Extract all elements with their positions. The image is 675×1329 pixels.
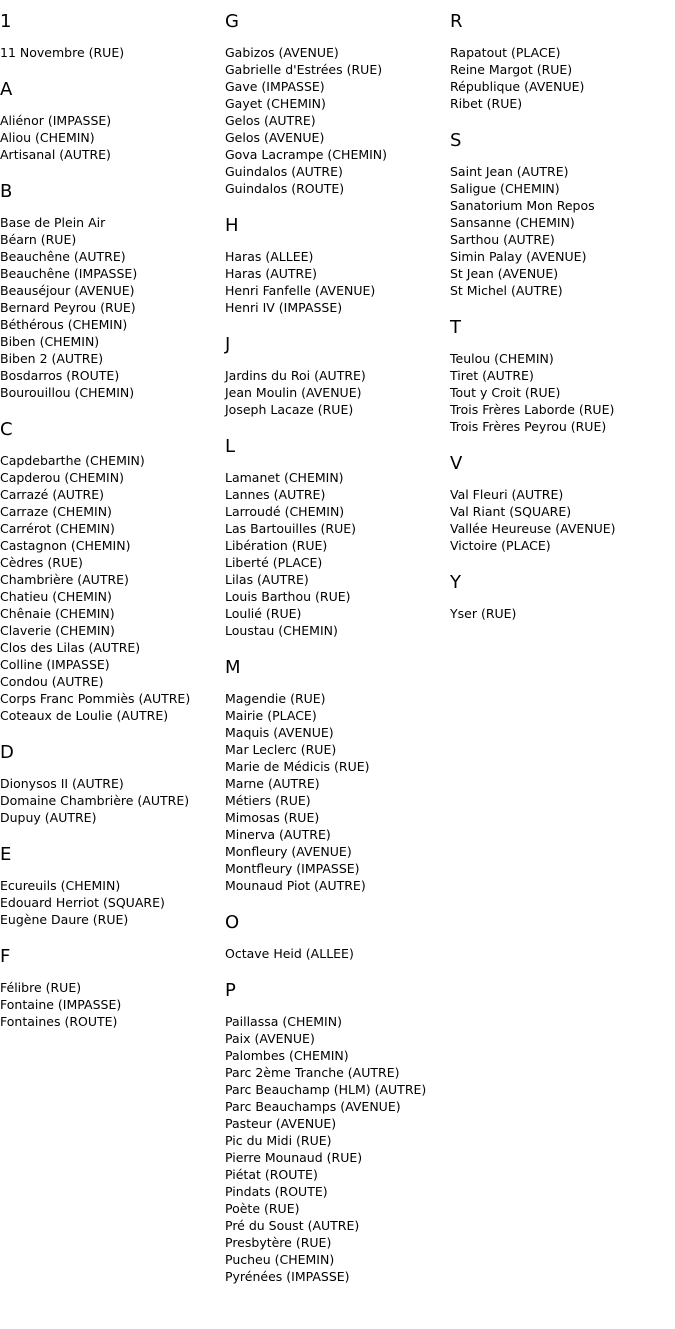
street-list-item[interactable]: Maquis (AVENUE) bbox=[225, 725, 334, 740]
street-index-column-3 bbox=[450, 10, 675, 639]
section-letter-heading: L bbox=[225, 436, 236, 457]
street-list bbox=[225, 367, 450, 418]
street-list-item[interactable]: Mar Leclerc (RUE) bbox=[225, 742, 337, 757]
street-list-item[interactable]: Dupuy (AUTRE) bbox=[0, 810, 97, 825]
street-list-item[interactable]: Reine Margot (RUE) bbox=[450, 62, 573, 77]
street-list-item[interactable]: Eugène Daure (RUE) bbox=[0, 912, 129, 927]
street-list-item[interactable]: Chambrière (AUTRE) bbox=[0, 572, 129, 587]
letter-section bbox=[0, 741, 225, 826]
street-list bbox=[450, 44, 675, 112]
section-letter-heading: 1 bbox=[0, 11, 12, 32]
street-list bbox=[225, 44, 450, 197]
section-letter-heading: S bbox=[450, 130, 462, 151]
section-letter-heading: M bbox=[225, 657, 241, 678]
street-list-item[interactable]: Mounaud Piot (AUTRE) bbox=[225, 878, 366, 893]
letter-section bbox=[450, 452, 675, 554]
street-list-item[interactable]: Fontaine (IMPASSE) bbox=[0, 997, 122, 1012]
street-list-item[interactable]: Félibre (RUE) bbox=[0, 980, 82, 995]
street-list bbox=[225, 690, 450, 894]
street-list-item[interactable]: Parc 2ème Tranche (AUTRE) bbox=[225, 1065, 400, 1080]
street-list bbox=[450, 605, 675, 622]
street-list-item[interactable]: Carrérot (CHEMIN) bbox=[0, 521, 115, 536]
street-list bbox=[225, 1013, 450, 1285]
letter-section bbox=[450, 316, 675, 435]
street-list-item[interactable]: Trois Frères Peyrou (RUE) bbox=[450, 419, 607, 434]
section-letter-heading: D bbox=[0, 742, 14, 763]
street-list bbox=[0, 214, 225, 401]
street-list-item[interactable]: Pasteur (AVENUE) bbox=[225, 1116, 337, 1131]
street-list-item[interactable]: Capdebarthe (CHEMIN) bbox=[0, 453, 145, 468]
street-list-item[interactable]: République (AVENUE) bbox=[450, 79, 585, 94]
section-letter-heading: F bbox=[0, 946, 11, 967]
letter-section bbox=[0, 843, 225, 928]
street-list-item[interactable]: Domaine Chambrière (AUTRE) bbox=[0, 793, 190, 808]
section-letter-heading: R bbox=[450, 11, 463, 32]
street-list bbox=[0, 877, 225, 928]
street-list-item[interactable]: Teulou (CHEMIN) bbox=[450, 351, 554, 366]
street-list-item[interactable]: Chatieu (CHEMIN) bbox=[0, 589, 112, 604]
street-list bbox=[450, 350, 675, 435]
street-list-item[interactable]: Simin Palay (AVENUE) bbox=[450, 249, 587, 264]
letter-section bbox=[0, 78, 225, 163]
street-list-item[interactable]: Fontaines (ROUTE) bbox=[0, 1014, 118, 1029]
street-list bbox=[450, 163, 675, 299]
street-list-item[interactable]: Mimosas (RUE) bbox=[225, 810, 320, 825]
street-list-item[interactable]: Lamanet (CHEMIN) bbox=[225, 470, 344, 485]
street-list-item[interactable]: Condou (AUTRE) bbox=[0, 674, 104, 689]
street-list-item[interactable]: Aliou (CHEMIN) bbox=[0, 130, 95, 145]
street-list-item[interactable]: Marne (AUTRE) bbox=[225, 776, 320, 791]
street-list-item[interactable]: Haras (AUTRE) bbox=[225, 266, 318, 281]
street-list-item[interactable]: Gave (IMPASSE) bbox=[225, 79, 325, 94]
letter-section bbox=[0, 418, 225, 724]
street-list-item[interactable]: Cèdres (RUE) bbox=[0, 555, 83, 570]
street-list-item[interactable]: Saint Jean (AUTRE) bbox=[450, 164, 569, 179]
street-list-item[interactable]: Yser (RUE) bbox=[450, 606, 517, 621]
street-list-item[interactable]: Val Riant (SQUARE) bbox=[450, 504, 572, 519]
street-list bbox=[0, 775, 225, 826]
section-letter-heading: H bbox=[225, 215, 239, 236]
street-list bbox=[0, 452, 225, 724]
street-list-item[interactable]: Tiret (AUTRE) bbox=[450, 368, 534, 383]
street-list-item[interactable]: Gayet (CHEMIN) bbox=[225, 96, 326, 111]
street-list-item[interactable]: Minerva (AUTRE) bbox=[225, 827, 331, 842]
street-index-column-2 bbox=[225, 10, 450, 1302]
section-letter-heading: G bbox=[225, 11, 239, 32]
street-list-item[interactable]: Paillassa (CHEMIN) bbox=[225, 1014, 342, 1029]
street-list-item[interactable]: Guindalos (AUTRE) bbox=[225, 164, 343, 179]
street-list-item[interactable]: Parc Beauchamps (AVENUE) bbox=[225, 1099, 401, 1114]
street-list bbox=[0, 44, 225, 61]
street-list-item[interactable]: Dionysos II (AUTRE) bbox=[0, 776, 124, 791]
street-list-item[interactable]: Henri IV (IMPASSE) bbox=[225, 300, 343, 315]
street-list-item[interactable]: Las Bartouilles (RUE) bbox=[225, 521, 357, 536]
letter-section bbox=[225, 435, 450, 639]
street-list-item[interactable]: Sarthou (AUTRE) bbox=[450, 232, 555, 247]
street-list-item[interactable]: Gelos (AVENUE) bbox=[225, 130, 325, 145]
street-list-item[interactable]: Monfleury (AVENUE) bbox=[225, 844, 352, 859]
street-list-item[interactable]: Pucheu (CHEMIN) bbox=[225, 1252, 335, 1267]
street-list-item[interactable]: Base de Plein Air bbox=[0, 215, 106, 230]
letter-section bbox=[225, 911, 450, 962]
street-list-item[interactable]: Guindalos (ROUTE) bbox=[225, 181, 345, 196]
street-list-item[interactable]: Louis Barthou (RUE) bbox=[225, 589, 351, 604]
street-list-item[interactable]: Lilas (AUTRE) bbox=[225, 572, 309, 587]
street-list-item[interactable]: Métiers (RUE) bbox=[225, 793, 311, 808]
letter-section bbox=[225, 656, 450, 894]
section-letter-heading: J bbox=[225, 334, 231, 355]
street-list-item[interactable]: Magendie (RUE) bbox=[225, 691, 326, 706]
street-list-item[interactable]: Bourouillou (CHEMIN) bbox=[0, 385, 135, 400]
street-list-item[interactable]: Pyrénées (IMPASSE) bbox=[225, 1269, 350, 1284]
letter-section bbox=[0, 10, 225, 61]
letter-section bbox=[0, 945, 225, 1030]
street-list-item[interactable]: Béthérous (CHEMIN) bbox=[0, 317, 128, 332]
street-list-item[interactable]: St Jean (AVENUE) bbox=[450, 266, 559, 281]
street-list-item[interactable]: Carraze (CHEMIN) bbox=[0, 504, 112, 519]
letter-section bbox=[225, 214, 450, 316]
street-list-item[interactable]: Carrazé (AUTRE) bbox=[0, 487, 105, 502]
street-list-item[interactable]: Poète (RUE) bbox=[225, 1201, 300, 1216]
street-list-item[interactable]: Marie de Médicis (RUE) bbox=[225, 759, 370, 774]
street-list-item[interactable]: Haras (ALLEE) bbox=[225, 249, 314, 264]
street-list-item[interactable]: Ribet (RUE) bbox=[450, 96, 523, 111]
street-index-column-1 bbox=[0, 10, 225, 1047]
street-list-item[interactable]: Edouard Herriot (SQUARE) bbox=[0, 895, 165, 910]
street-list-item[interactable]: Parc Beauchamp (HLM) (AUTRE) bbox=[225, 1082, 427, 1097]
street-list-item[interactable]: Bernard Peyrou (RUE) bbox=[0, 300, 136, 315]
street-list-item[interactable]: Ecureuils (CHEMIN) bbox=[0, 878, 121, 893]
street-list-item[interactable]: Henri Fanfelle (AVENUE) bbox=[225, 283, 376, 298]
street-list bbox=[0, 979, 225, 1030]
street-list-item[interactable]: Vallée Heureuse (AVENUE) bbox=[450, 521, 616, 536]
street-list-item[interactable]: Joseph Lacaze (RUE) bbox=[225, 402, 354, 417]
street-list-item[interactable]: Gova Lacrampe (CHEMIN) bbox=[225, 147, 388, 162]
street-list-item[interactable]: Biben (CHEMIN) bbox=[0, 334, 100, 349]
section-letter-heading: E bbox=[0, 844, 12, 865]
street-list-item[interactable]: Rapatout (PLACE) bbox=[450, 45, 561, 60]
street-list-item[interactable]: Presbytère (RUE) bbox=[225, 1235, 332, 1250]
street-list-item[interactable]: Sansanne (CHEMIN) bbox=[450, 215, 575, 230]
street-list-item[interactable]: Artisanal (AUTRE) bbox=[0, 147, 111, 162]
section-letter-heading: T bbox=[450, 317, 461, 338]
street-list-item[interactable]: Gabizos (AVENUE) bbox=[225, 45, 339, 60]
street-list-item[interactable]: Pierre Mounaud (RUE) bbox=[225, 1150, 363, 1165]
letter-section bbox=[450, 10, 675, 112]
street-list-item[interactable]: Capderou (CHEMIN) bbox=[0, 470, 124, 485]
street-list-item[interactable]: Tout y Croit (RUE) bbox=[450, 385, 561, 400]
section-letter-heading: Y bbox=[450, 572, 461, 593]
street-list-item[interactable]: Jardins du Roi (AUTRE) bbox=[225, 368, 366, 383]
street-list-item[interactable]: Béarn (RUE) bbox=[0, 232, 77, 247]
street-list-item[interactable]: Coteaux de Loulie (AUTRE) bbox=[0, 708, 169, 723]
section-letter-heading: V bbox=[450, 453, 463, 474]
street-list-item[interactable]: Pic du Midi (RUE) bbox=[225, 1133, 332, 1148]
street-list-item[interactable]: Aliénor (IMPASSE) bbox=[0, 113, 112, 128]
street-list-item[interactable]: Trois Frères Laborde (RUE) bbox=[450, 402, 615, 417]
street-list-item[interactable]: Lannes (AUTRE) bbox=[225, 487, 326, 502]
street-list-item[interactable]: Biben 2 (AUTRE) bbox=[0, 351, 104, 366]
street-list-item[interactable]: Claverie (CHEMIN) bbox=[0, 623, 115, 638]
street-list-item[interactable]: Clos des Lilas (AUTRE) bbox=[0, 640, 141, 655]
section-letter-heading: A bbox=[0, 79, 13, 100]
street-list-item[interactable]: Beauchêne (IMPASSE) bbox=[0, 266, 138, 281]
section-letter-heading: B bbox=[0, 181, 13, 202]
street-list-item[interactable]: Val Fleuri (AUTRE) bbox=[450, 487, 564, 502]
street-list-item[interactable]: Piétat (ROUTE) bbox=[225, 1167, 318, 1182]
street-list-item[interactable]: Victoire (PLACE) bbox=[450, 538, 551, 553]
letter-section bbox=[450, 129, 675, 299]
street-list-item[interactable]: 11 Novembre (RUE) bbox=[0, 45, 125, 60]
street-list bbox=[225, 248, 450, 316]
letter-section bbox=[450, 571, 675, 622]
street-list-item[interactable]: Corps Franc Pommiès (AUTRE) bbox=[0, 691, 191, 706]
street-list-item[interactable]: Gelos (AUTRE) bbox=[225, 113, 316, 128]
street-list-item[interactable]: Larroudé (CHEMIN) bbox=[225, 504, 345, 519]
street-list-item[interactable]: Bosdarros (ROUTE) bbox=[0, 368, 120, 383]
street-list-item[interactable]: Saligue (CHEMIN) bbox=[450, 181, 560, 196]
street-list bbox=[225, 945, 450, 962]
street-list bbox=[225, 469, 450, 639]
section-letter-heading: P bbox=[225, 980, 236, 1001]
street-list-item[interactable]: Loustau (CHEMIN) bbox=[225, 623, 338, 638]
street-list-item[interactable]: Gabrielle d'Estrées (RUE) bbox=[225, 62, 383, 77]
street-list-item[interactable]: Montfleury (IMPASSE) bbox=[225, 861, 360, 876]
street-list-item[interactable]: Beauchêne (AUTRE) bbox=[0, 249, 126, 264]
street-list-item[interactable]: St Michel (AUTRE) bbox=[450, 283, 563, 298]
street-list bbox=[0, 112, 225, 163]
street-list-item[interactable]: Pré du Soust (AUTRE) bbox=[225, 1218, 360, 1233]
section-letter-heading: C bbox=[0, 419, 13, 440]
street-list-item[interactable]: Liberté (PLACE) bbox=[225, 555, 323, 570]
street-list-item[interactable]: Mairie (PLACE) bbox=[225, 708, 317, 723]
street-list-item[interactable]: Beauséjour (AVENUE) bbox=[0, 283, 135, 298]
street-list-item[interactable]: Sanatorium Mon Repos bbox=[450, 198, 595, 213]
letter-section bbox=[225, 979, 450, 1285]
street-list bbox=[450, 486, 675, 554]
street-list-item[interactable]: Chênaie (CHEMIN) bbox=[0, 606, 115, 621]
street-list-item[interactable]: Loulié (RUE) bbox=[225, 606, 302, 621]
street-list-item[interactable]: Octave Heid (ALLEE) bbox=[225, 946, 354, 961]
letter-section bbox=[0, 180, 225, 401]
letter-section bbox=[225, 333, 450, 418]
street-list-item[interactable]: Paix (AVENUE) bbox=[225, 1031, 315, 1046]
street-list-item[interactable]: Colline (IMPASSE) bbox=[0, 657, 110, 672]
street-list-item[interactable]: Jean Moulin (AVENUE) bbox=[225, 385, 362, 400]
section-letter-heading: O bbox=[225, 912, 240, 933]
street-list-item[interactable]: Castagnon (CHEMIN) bbox=[0, 538, 131, 553]
letter-section bbox=[225, 10, 450, 197]
street-list-item[interactable]: Pindats (ROUTE) bbox=[225, 1184, 328, 1199]
street-list-item[interactable]: Libération (RUE) bbox=[225, 538, 328, 553]
street-list-item[interactable]: Palombes (CHEMIN) bbox=[225, 1048, 349, 1063]
